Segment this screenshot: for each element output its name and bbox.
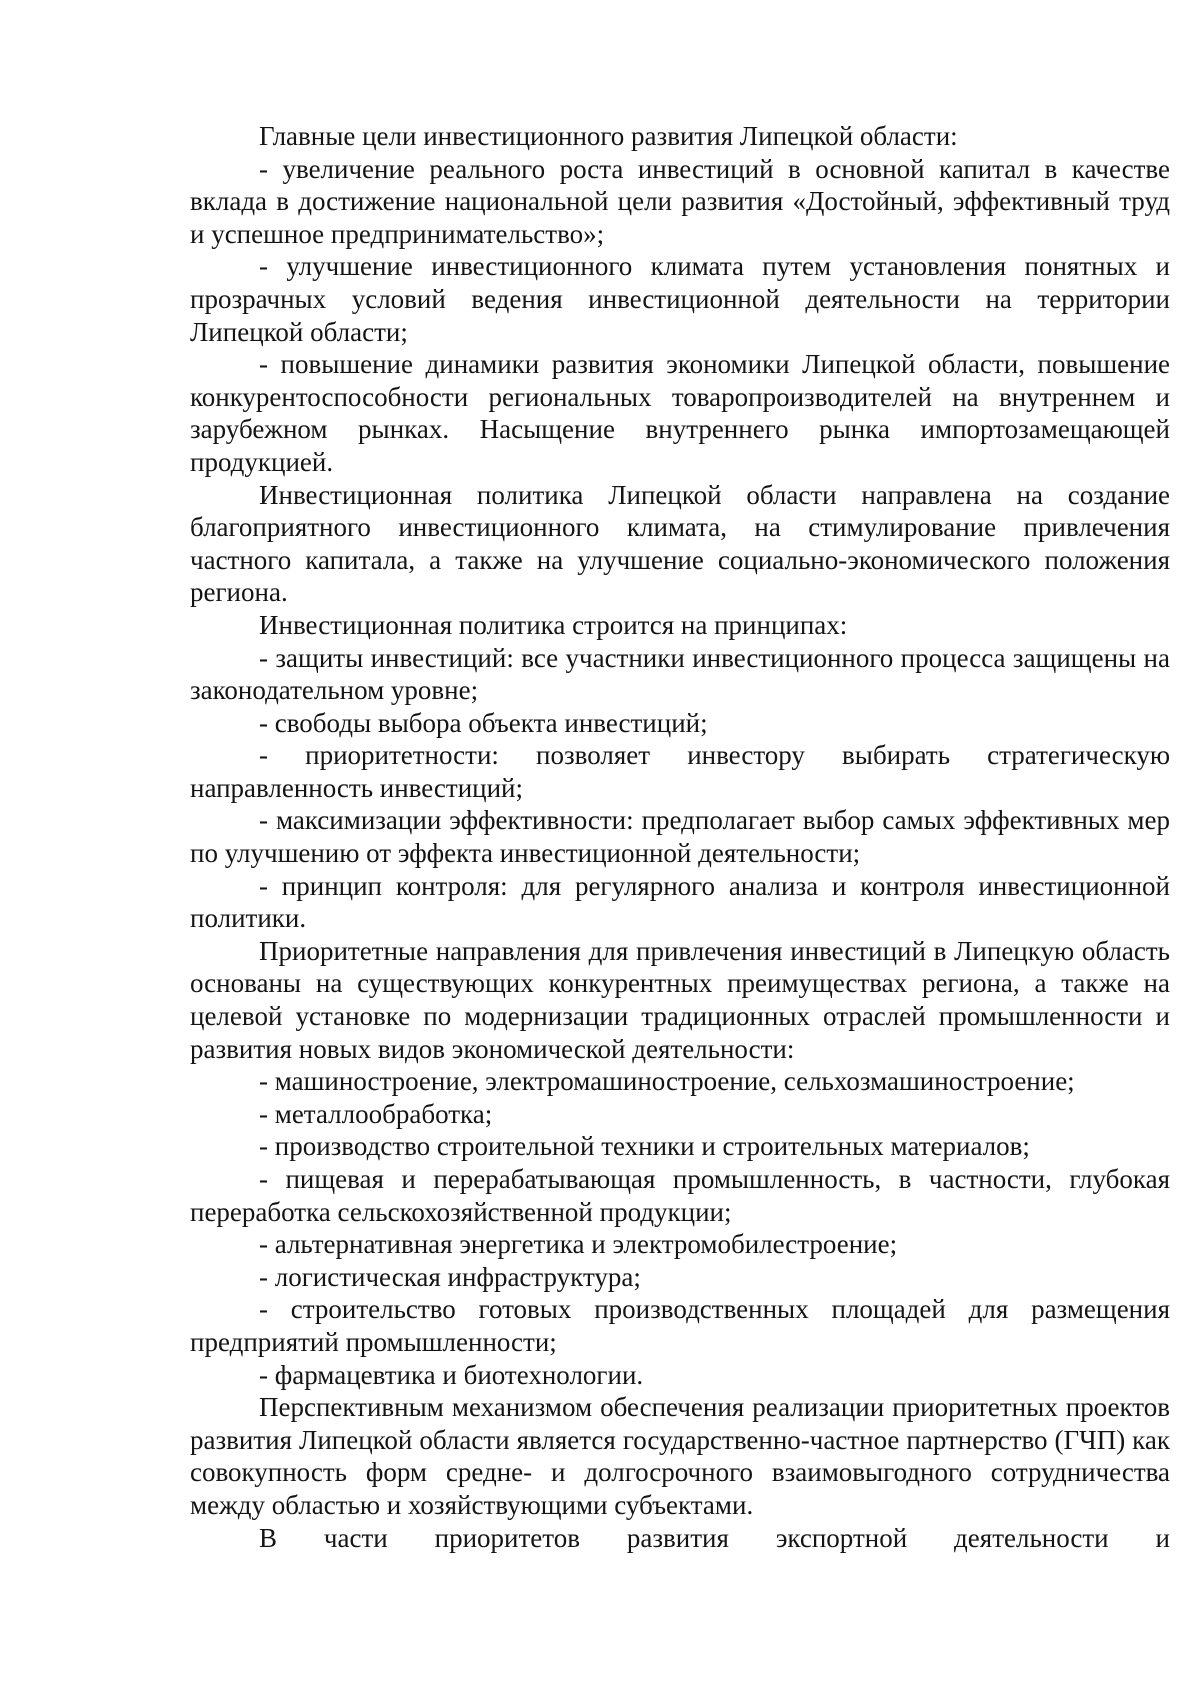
list-item: - увеличение реального роста инвестиций в основной капитал в качестве вклада в достижение национальной цели развития «Достойный, эффективный труд и успешное предпринимательство»; (190, 153, 1170, 249)
list-item: - пищевая и перерабатывающая промышленность, в частности, глубокая переработка сельскохозяйственной продукции; (190, 1164, 1170, 1227)
list-item: - свободы выбора объекта инвестиций; (259, 707, 708, 738)
paragraph: Приоритетные направления для привлечения инвестиций в Липецкую область основаны на существующих конкурентных преимуществах региона, а также на целевой установке по модернизации традиционных отраслей промышленности и развития новых видов экономической деятельности: (190, 935, 1170, 1064)
list-item: - принцип контроля: для регулярного анализа и контроля инвестиционной политики. (190, 870, 1170, 934)
list-item: - производство строительной техники и строительных материалов; (259, 1131, 1030, 1162)
document-body (190, 120, 1170, 1554)
list-item: - фармацевтика и биотехнологии. (259, 1359, 644, 1390)
list-item: - защиты инвестиций: все участники инвестиционного процесса защищены на законодательном уровне; (190, 642, 1170, 706)
list-item: - логистическая инфраструктура; (259, 1261, 641, 1292)
paragraph-continued: В части приоритетов развития экспортной деятельности и (259, 1522, 1170, 1553)
paragraph: Инвестиционная политика Липецкой области направлена на создание благоприятного инвестиционного климата, на стимулирование привлечения частного капитала, а также на улучшение социально-экономического положения региона. (190, 479, 1170, 608)
list-item: - максимизации эффективности: предполагает выбор самых эффективных мер по улучшению от эффекта инвестиционной деятельности; (190, 805, 1170, 869)
paragraph: Инвестиционная политика строится на принципах: (259, 609, 848, 640)
list-item: - строительство готовых производственных площадей для размещения предприятий промышленности; (190, 1294, 1170, 1357)
paragraph: Перспективным механизмом обеспечения реализации приоритетных проектов развития Липецкой области является государственно-частное партнерство (ГЧП) как совокупность форм средне- и долгосрочного взаимовыгодного сотрудничества между областью и хозяйствующими субъектами. (190, 1392, 1170, 1520)
paragraph: Главные цели инвестиционного развития Липецкой области: (259, 121, 958, 151)
list-item: - металлообработка; (259, 1098, 493, 1129)
list-item: - машиностроение, электромашиностроение, сельхозмашиностроение; (259, 1066, 1075, 1097)
list-item: - улучшение инвестиционного климата путем установления понятных и прозрачных условий ведения инвестиционной деятельности на территории Липецкой области; (190, 251, 1170, 347)
list-item: - повышение динамики развития экономики Липецкой области, повышение конкурентоспособности региональных товаропроизводителей на внутреннем и зарубежном рынках. Насыщение внутреннего рынка импортозамещающей продукцией. (190, 349, 1170, 477)
list-item: - приоритетности: позволяет инвестору выбирать стратегическую направленность инвестиций; (190, 740, 1170, 803)
list-item: - альтернативная энергетика и электромобилестроение; (259, 1229, 898, 1260)
